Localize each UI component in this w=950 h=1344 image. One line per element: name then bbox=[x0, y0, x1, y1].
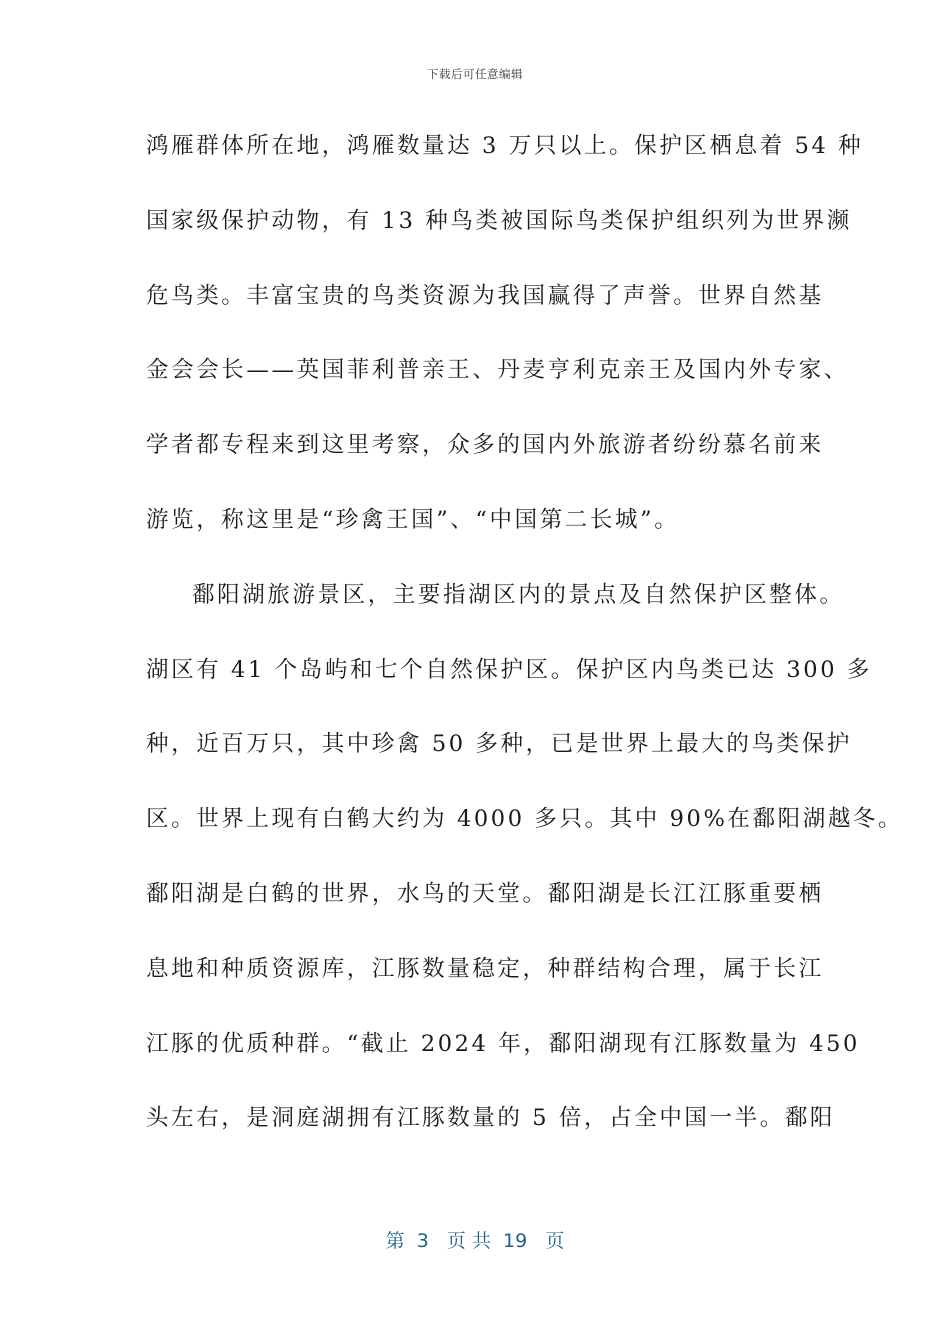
text-line: 学者都专程来到这里考察，众多的国内外旅游者纷纷慕名前来 bbox=[146, 432, 824, 459]
text-line: 危鸟类。丰富宝贵的鸟类资源为我国赢得了声誉。世界自然基 bbox=[146, 282, 824, 309]
text-line: 头左右，是洞庭湖拥有江豚数量的 5 倍，占全中国一半。鄱阳 bbox=[146, 1105, 836, 1132]
text-line: 金会会长——英国菲利普亲王、丹麦亨利克亲王及国内外专家、 bbox=[146, 357, 849, 384]
text-line: 国家级保护动物，有 13 种鸟类被国际鸟类保护组织列为世界濒 bbox=[146, 207, 852, 234]
page-number-footer: 第 3 页 共 19 页 bbox=[385, 1230, 565, 1252]
text-line: 游览，称这里是“珍禽王国”、“中国第二长城”。 bbox=[146, 506, 680, 533]
text-line: 种，近百万只，其中珍禽 50 多种，已是世界上最大的鸟类保护 bbox=[146, 731, 852, 758]
text-line: 区。世界上现有白鹤大约为 4000 多只。其中 90%在鄱阳湖越冬。 bbox=[146, 806, 904, 833]
body-text bbox=[146, 120, 904, 1167]
paragraph-start-line: 鄱阳湖旅游景区，主要指湖区内的景点及自然保护区整体。 bbox=[192, 581, 845, 608]
text-line: 湖区有 41 个岛屿和七个自然保护区。保护区内鸟类已达 300 多 bbox=[146, 656, 872, 683]
text-line: 息地和种质资源库，江豚数量稳定，种群结构合理，属于长江 bbox=[146, 955, 824, 982]
text-line: 鄱阳湖是白鹤的世界，水鸟的天堂。鄱阳湖是长江江豚重要栖 bbox=[146, 880, 824, 907]
text-line: 江豚的优质种群。“截止 2024 年，鄱阳湖现有江豚数量为 450 bbox=[146, 1030, 860, 1057]
text-line: 鸿雁群体所在地，鸿雁数量达 3 万只以上。保护区栖息着 54 种 bbox=[146, 133, 864, 159]
header-note: 下载后可任意编辑 bbox=[427, 67, 523, 81]
